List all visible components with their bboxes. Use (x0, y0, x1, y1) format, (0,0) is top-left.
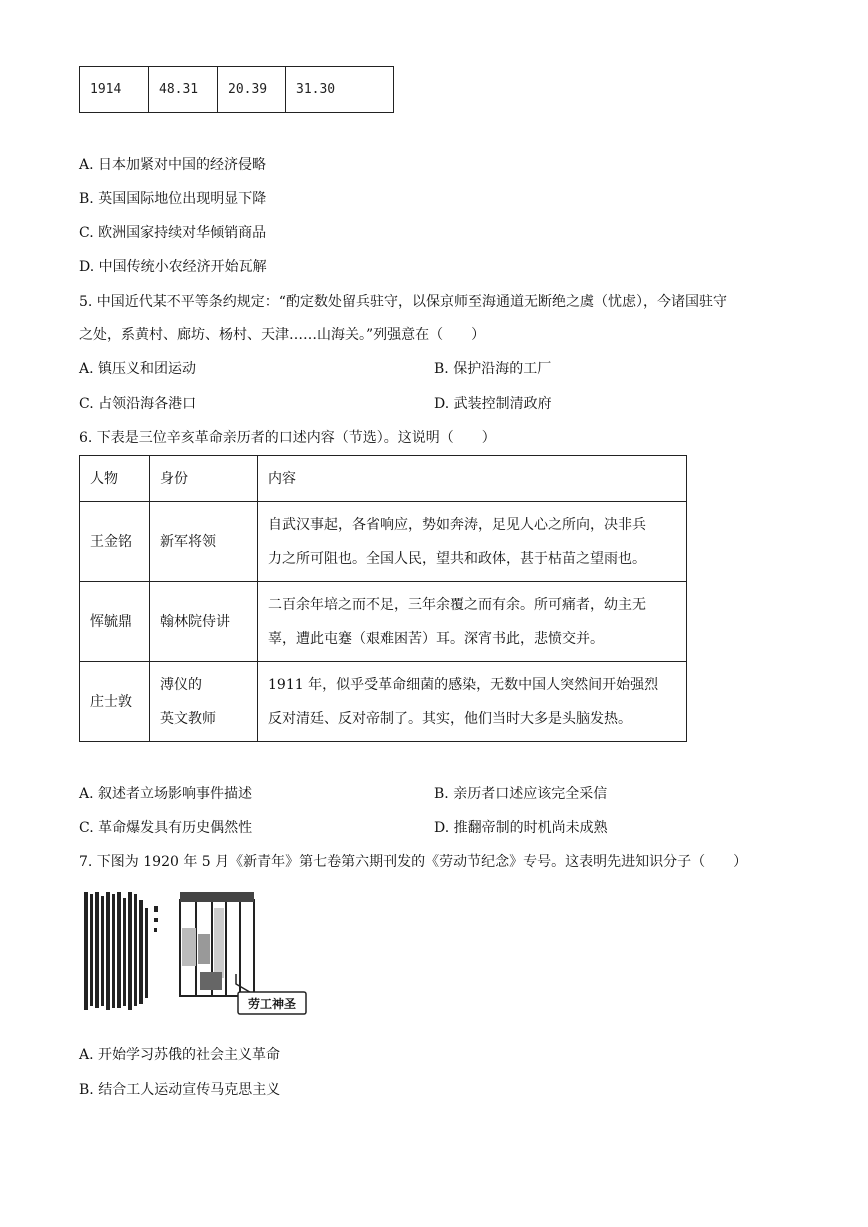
q7-option-b: B. 结合工人运动宣传马克思主义 (79, 1082, 281, 1098)
q5-stem-line1: 5. 中国近代某不平等条约规定：“酌定数处留兵驻守，以保京师至海通道无断绝之虞（忧虑），今诸国驻守 (79, 294, 727, 310)
identity-cell (150, 662, 258, 742)
magazine-pages-image (84, 888, 308, 1016)
q5-option-d: D. 武装控制清政府 (434, 396, 552, 412)
q6-option-d: D. 推翻帝制的时机尚未成熟 (434, 820, 608, 836)
table-cell-value: 31.30 (286, 67, 394, 113)
identity-cell: 翰林院侍讲 (150, 582, 258, 662)
data-table-row (79, 66, 394, 113)
identity-line: 英文教师 (160, 710, 216, 727)
table-row (80, 502, 687, 582)
identity-line: 溥仪的 (160, 676, 202, 693)
figure-label: 劳工神圣 (247, 997, 297, 1011)
table-cell-value: 20.39 (218, 67, 286, 113)
table-cell-year: 1914 (80, 67, 149, 113)
q7-stem: 7. 下图为 1920 年 5 月《新青年》第七卷第六期刊发的《劳动节纪念》专号。这表明先进知识分子（ ） (79, 854, 748, 870)
q6-option-b: B. 亲历者口述应该完全采信 (434, 786, 608, 802)
q6-option-c: C. 革命爆发具有历史偶然性 (79, 820, 253, 836)
q5-option-a: A. 镇压义和团运动 (79, 361, 197, 377)
table-header: 身份 (150, 456, 258, 502)
content-cell (258, 502, 687, 582)
q6-stem: 6. 下表是三位辛亥革命亲历者的口述内容（节选）。这说明（ ） (79, 430, 496, 446)
table-row (80, 582, 687, 662)
person-cell: 王金铭 (80, 502, 150, 582)
content-line: 自武汉事起，各省响应，势如奔涛，足见人心之所向，决非兵 (268, 516, 646, 533)
content-line: 辜，遭此屯蹇（艰难困苦）耳。深宵书此，悲愤交并。 (268, 630, 604, 647)
q5-stem-line2: 之处，系黄村、廊坊、杨村、天津……山海关。”列强意在（ ） (79, 327, 486, 343)
q4-option-a: A. 日本加紧对中国的经济侵略 (79, 157, 267, 173)
q6-table (79, 455, 687, 742)
q4-option-b: B. 英国国际地位出现明显下降 (79, 191, 267, 207)
magazine-figure (84, 888, 308, 1016)
person-cell: 恽毓鼎 (80, 582, 150, 662)
q6-option-a: A. 叙述者立场影响事件描述 (79, 786, 253, 802)
table-row (80, 662, 687, 742)
table-header: 内容 (258, 456, 687, 502)
content-line: 1911 年，似乎受革命细菌的感染，无数中国人突然间开始强烈 (268, 676, 659, 693)
content-cell (258, 662, 687, 742)
content-line: 二百余年培之而不足，三年余覆之而有余。所可痛者，幼主无 (268, 596, 646, 613)
q4-option-d: D. 中国传统小农经济开始瓦解 (79, 259, 267, 275)
q4-option-c: C. 欧洲国家持续对华倾销商品 (79, 225, 267, 241)
table-cell-value: 48.31 (149, 67, 218, 113)
identity-cell: 新军将领 (150, 502, 258, 582)
table-header: 人物 (80, 456, 150, 502)
person-cell: 庄士敦 (80, 662, 150, 742)
content-cell (258, 582, 687, 662)
q7-option-a: A. 开始学习苏俄的社会主义革命 (79, 1047, 281, 1063)
content-line: 反对清廷、反对帝制了。其实，他们当时大多是头脑发热。 (268, 710, 632, 727)
q5-option-c: C. 占领沿海各港口 (79, 396, 197, 412)
q5-option-b: B. 保护沿海的工厂 (434, 361, 552, 377)
content-line: 力之所可阻也。全国人民，望共和政体，甚于枯苗之望雨也。 (268, 550, 646, 567)
